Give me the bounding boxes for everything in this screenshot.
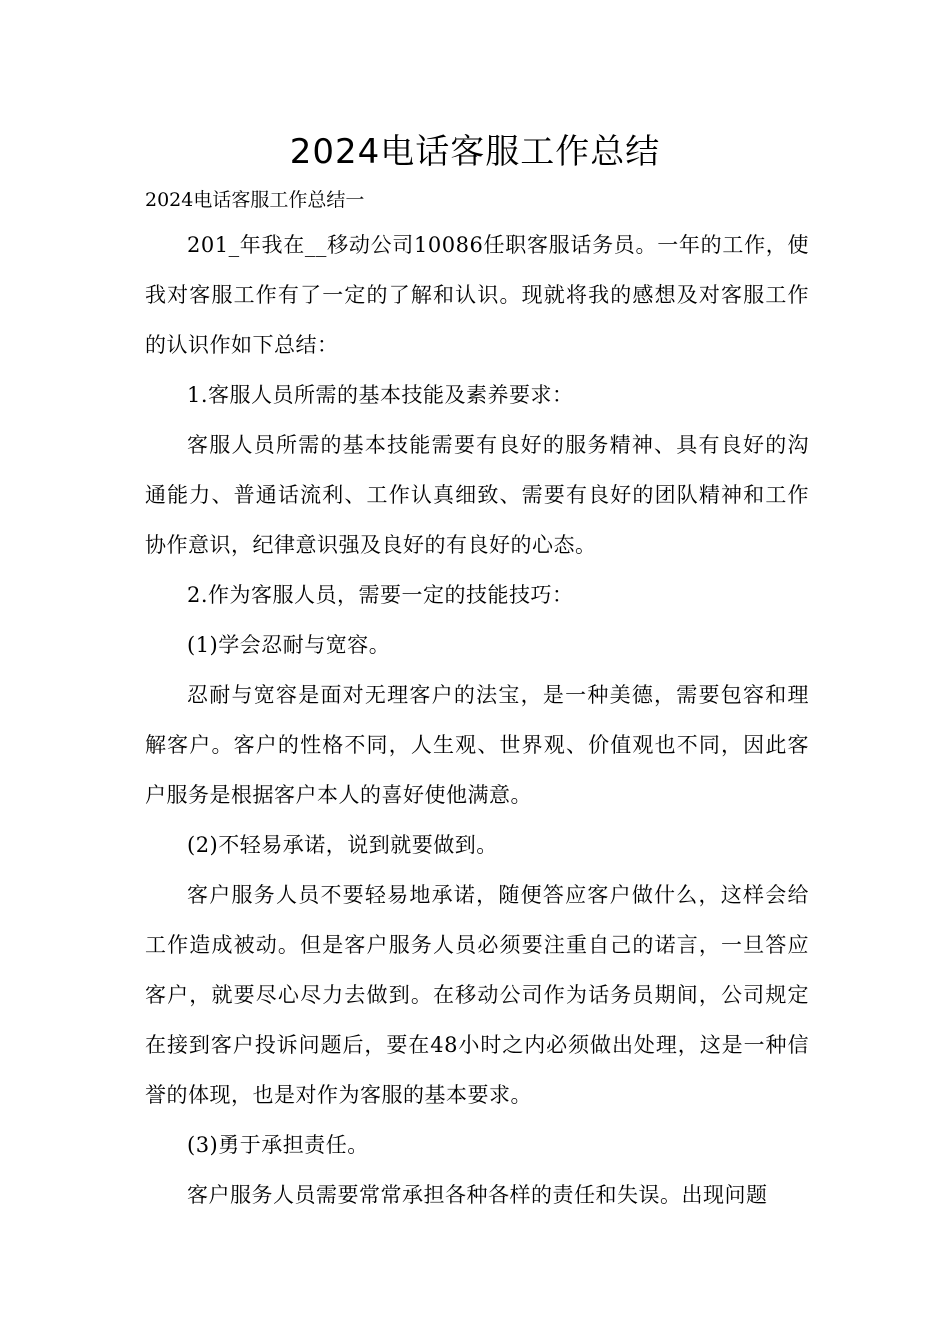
paragraph-heading-1: 1.客服人员所需的基本技能及素养要求： bbox=[187, 383, 574, 407]
paragraph-heading-2: 2.作为客服人员，需要一定的技能技巧： bbox=[187, 583, 574, 607]
paragraph-responsibility: 客户服务人员需要常常承担各种各样的责任和失误。出现问题 bbox=[187, 1183, 768, 1207]
document-title: 2024电话客服工作总结 bbox=[289, 132, 661, 172]
section-heading: 2024电话客服工作总结一 bbox=[145, 189, 365, 211]
paragraph-subheading-2: (2)不轻易承诺，说到就要做到。 bbox=[187, 833, 498, 857]
paragraph-patience: 忍耐与宽容是面对无理客户的法宝，是一种美德，需要包容和理解客户。客户的性格不同，人生观、世界观、价值观也不同，因此客户服务是根据客户本人的喜好使他满意。 bbox=[145, 683, 809, 807]
document-body bbox=[145, 180, 809, 1220]
paragraph-subheading-1: (1)学会忍耐与宽容。 bbox=[187, 633, 391, 657]
paragraph-intro: 201_年我在__移动公司10086任职客服话务员。一年的工作，使我对客服工作有了一定的了解和认识。现就将我的感想及对客服工作的认识作如下总结： bbox=[145, 233, 809, 357]
paragraph-subheading-3: (3)勇于承担责任。 bbox=[187, 1133, 369, 1157]
paragraph-skills: 客服人员所需的基本技能需要有良好的服务精神、具有良好的沟通能力、普通话流利、工作认真细致、需要有良好的团队精神和工作协作意识，纪律意识强及良好的有良好的心态。 bbox=[145, 433, 809, 557]
paragraph-promise: 客户服务人员不要轻易地承诺，随便答应客户做什么，这样会给工作造成被动。但是客户服务人员必须要注重自己的诺言，一旦答应客户，就要尽心尽力去做到。在移动公司作为话务员期间，公司规定在接到客户投诉问题后，要在48小时之内必须做出处理，这是一种信誉的体现，也是对作为客服的基本要求。 bbox=[145, 883, 809, 1107]
